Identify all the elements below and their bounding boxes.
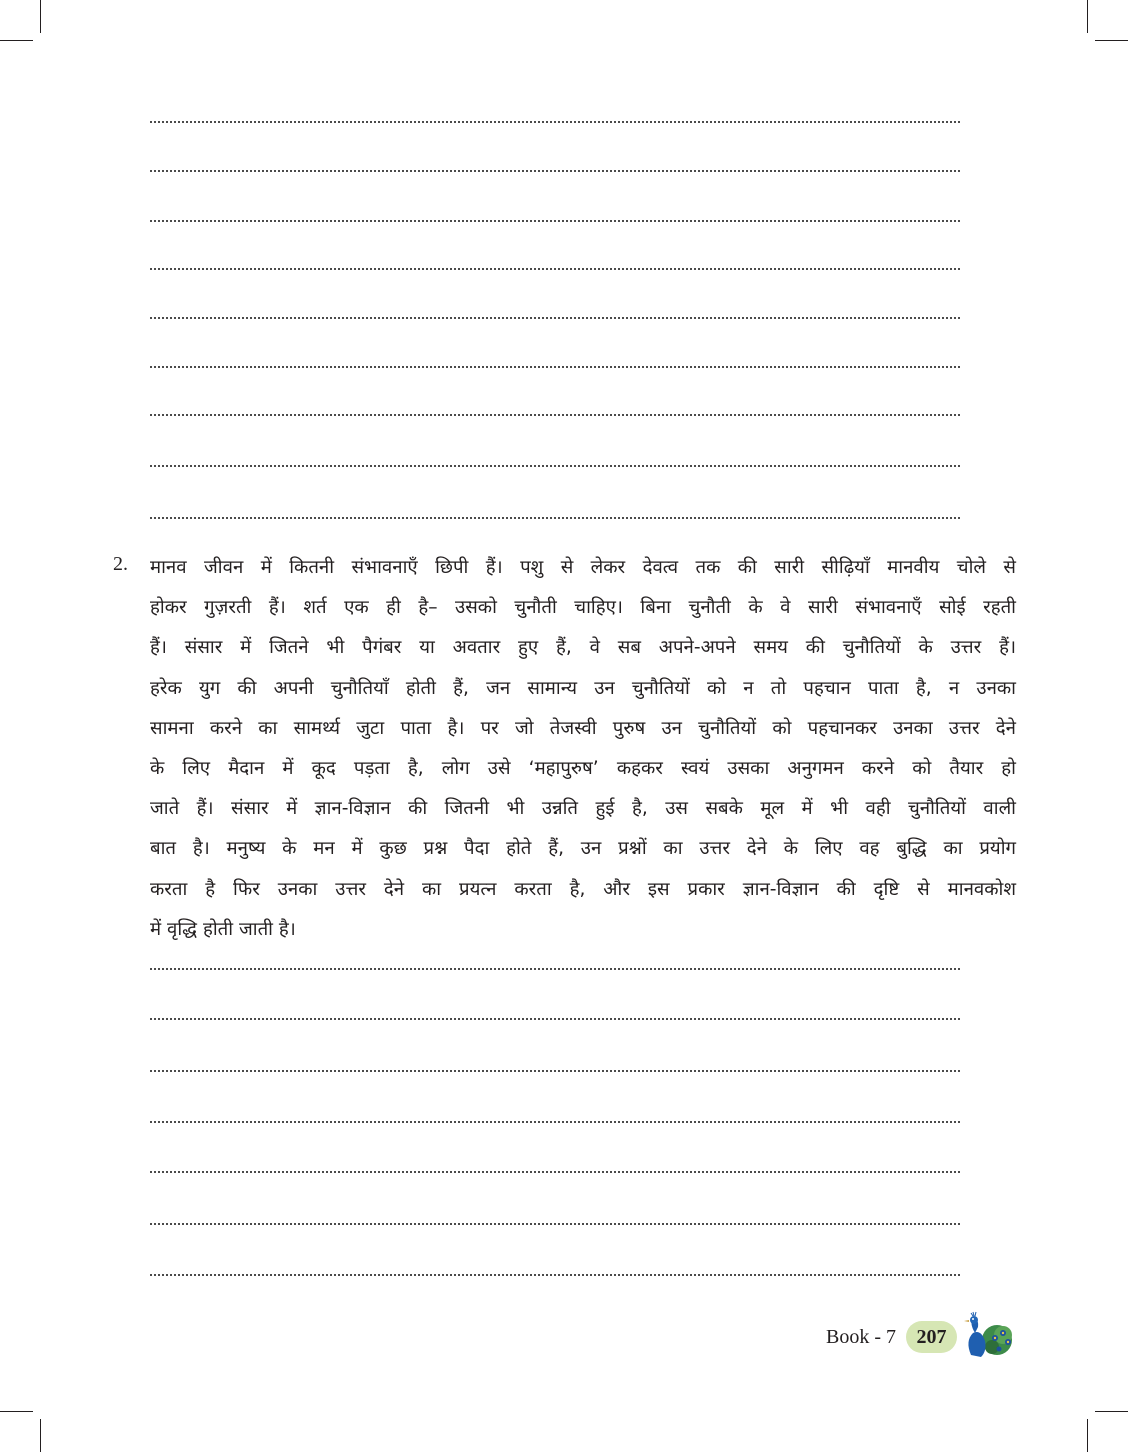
answer-line[interactable] xyxy=(150,1169,960,1173)
passage-line: जाते हैं। संसार में ज्ञान-विज्ञान की जितनी भी उन्नति हुई है, उस सबके मूल में भी वही चुनौतियों वाली xyxy=(150,798,1016,820)
book-label: Book - 7 xyxy=(826,1325,896,1348)
question-passage xyxy=(150,548,1016,950)
crop-mark-top-right-h xyxy=(1095,40,1128,41)
passage-line: में वृद्धि होती जाती है। xyxy=(150,918,296,940)
answer-line[interactable] xyxy=(150,1119,960,1123)
answer-line[interactable] xyxy=(150,218,960,222)
answer-line[interactable] xyxy=(150,119,960,123)
peacock-icon xyxy=(959,1311,1015,1364)
question-number: 2. xyxy=(113,553,128,575)
passage-line: होकर गुज़रती हैं। शर्त एक ही है– उसको चुनौती चाहिए। बिना चुनौती के वे सारी संभावनाएँ सोई रहती xyxy=(150,597,1016,619)
answer-line[interactable] xyxy=(150,315,960,319)
passage-line: हैं। संसार में जितने भी पैगंबर या अवतार हुए हैं, वे सब अपने-अपने समय की चुनौतियों के उत्तर हैं। xyxy=(150,637,1016,659)
answer-line[interactable] xyxy=(150,412,960,416)
answer-line[interactable] xyxy=(150,1016,960,1020)
answer-line[interactable] xyxy=(150,966,960,970)
answer-line[interactable] xyxy=(150,1068,960,1072)
page-number: 207 xyxy=(906,1321,957,1353)
answer-line[interactable] xyxy=(150,463,960,467)
crop-mark-bottom-left-v xyxy=(40,1419,41,1452)
page-footer xyxy=(826,1318,1015,1356)
answer-line[interactable] xyxy=(150,266,960,270)
passage-line: हरेक युग की अपनी चुनौतियाँ होती हैं, जन सामान्य उन चुनौतियों को न तो पहचान पाता है, न उनका xyxy=(150,677,1016,699)
crop-mark-top-left-v xyxy=(40,0,41,33)
crop-mark-top-left-h xyxy=(0,40,33,41)
passage-line: करता है फिर उनका उत्तर देने का प्रयत्न करता है, और इस प्रकार ज्ञान-विज्ञान की दृष्टि से मानवकोश xyxy=(150,878,1016,900)
answer-line[interactable] xyxy=(150,1272,960,1276)
answer-line[interactable] xyxy=(150,515,960,519)
crop-mark-bottom-right-v xyxy=(1087,1419,1088,1452)
crop-mark-bottom-left-h xyxy=(0,1411,33,1412)
answer-line[interactable] xyxy=(150,1221,960,1225)
passage-line: मानव जीवन में कितनी संभावनाएँ छिपी हैं। पशु से लेकर देवत्व तक की सारी सीढ़ियाँ मानवीय चोले से xyxy=(150,557,1016,578)
answer-line[interactable] xyxy=(150,364,960,368)
passage-line: के लिए मैदान में कूद पड़ता है, लोग उसे ‘महापुरुष’ कहकर स्वयं उसका अनुगमन करने को तैयार हो xyxy=(150,758,1016,780)
crop-mark-bottom-right-h xyxy=(1095,1411,1128,1412)
passage-line: बात है। मनुष्य के मन में कुछ प्रश्न पैदा होते हैं, उन प्रश्नों का उत्तर देने के लिए वह बुद्धि का प्रयोग xyxy=(150,838,1016,860)
answer-line[interactable] xyxy=(150,168,960,172)
crop-mark-top-right-v xyxy=(1087,0,1088,33)
passage-line: सामना करने का सामर्थ्य जुटा पाता है। पर जो तेजस्वी पुरुष उन चुनौतियों को पहचानकर उनका उत्तर देने xyxy=(150,717,1016,739)
